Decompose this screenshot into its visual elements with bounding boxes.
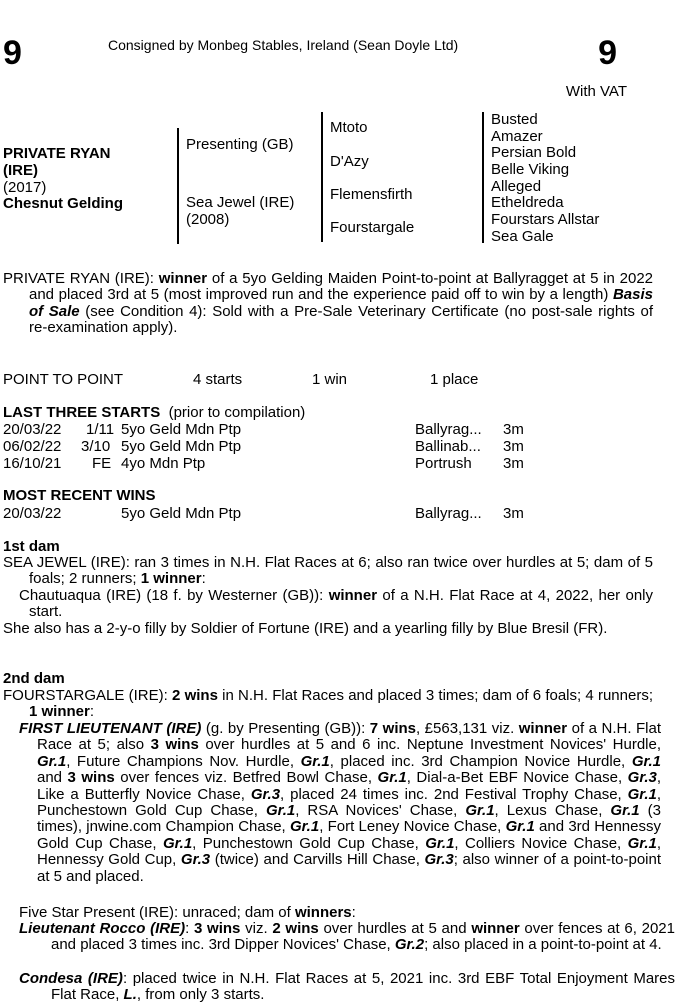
- pedigree-grandsire-1: Mtoto: [330, 119, 368, 136]
- recent-wins-heading: MOST RECENT WINS: [3, 487, 156, 504]
- vat-status: With VAT: [565, 83, 627, 100]
- pedigree-divider-2: [321, 112, 323, 242]
- pedigree-ggp-2: Amazer: [491, 128, 543, 145]
- pedigree-ggp-3: Persian Bold: [491, 144, 577, 161]
- ptp-starts: 4 starts: [193, 371, 243, 388]
- first-dam-offspring: Chautuaqua (IRE) (18 f. by Westerner (GB)): winner of a N.H. Flat Race at 4, 2022, her only start.: [19, 587, 654, 621]
- pedigree-dam: Sea Jewel (IRE): [186, 194, 295, 211]
- horse-year: (2017): [3, 179, 47, 196]
- pedigree-ggp-7: Fourstars Allstar: [491, 211, 600, 228]
- lieutenant-rocco-record: Lieutenant Rocco (IRE): 3 wins viz. 2 wins over hurdles at 5 and winner over fences at 6, 2021 and placed 3 times inc. 3rd Dipper Novices' Chase, Gr.2; also placed in a point-to-point at 4.: [19, 920, 675, 954]
- pedigree-grandsire-2: Flemensfirth: [330, 186, 413, 203]
- pedigree-ggp-8: Sea Gale: [491, 228, 554, 245]
- condesa-record: Condesa (IRE): placed twice in N.H. Flat Races at 5, 2021 inc. 3rd EBF Total Enjoyment Mares Flat Race, L., from only 3 starts.: [19, 970, 675, 1004]
- lot-number-right: 9: [598, 34, 617, 72]
- first-dam-record: SEA JEWEL (IRE): ran 3 times in N.H. Flat Races at 6; also ran twice over hurdles at 5; dam of 5 foals; 2 runners; 1 winner:: [3, 554, 653, 588]
- ptp-record: [3, 371, 479, 388]
- consignor-line: Consigned by Monbeg Stables, Ireland (Sean Doyle Ltd): [108, 37, 459, 53]
- summary-paragraph: PRIVATE RYAN (IRE): winner of a 5yo Gelding Maiden Point-to-point at Ballyragget at 5 in 2022 and placed 3rd at 5 (most improved run and the experience paid off to win by a length) Basis of Sale (see Condition 4): Sold with a Pre-Sale Veterinary Certificate (no post-sale rights of re-examination apply).: [3, 270, 653, 337]
- horse-name: PRIVATE RYAN: [3, 145, 111, 162]
- first-lieutenant-record: FIRST LIEUTENANT (IRE) (g. by Presenting (GB)): 7 wins, £563,131 viz. winner of a N.H. Flat Race at 5; also 3 wins over hurdles at 5 and 6 inc. Neptune Investment Novices' Hurdle, Gr.1, Future Champions Nov. Hurdle, Gr.1, placed inc. 3rd Champion Novice Hurdle, Gr.1 and 3 wins over fences viz. Betfred Bowl Chase, Gr.1, Dial-a-Bet EBF Novice Chase, Gr.3, Like a Butterfly Novice Chase, Gr.3, placed 24 times inc. 2nd Festival Trophy Chase, Gr.1, Punchestown Gold Cup Chase, Gr.1, RSA Novices' Chase, Gr.1, Lexus Chase, Gr.1 (3 times), jnwine.com Champion Chase, Gr.1, Fort Leney Novice Chase, Gr.1 and 3rd Hennessy Gold Cup Chase, Gr.1, Punchestown Gold Cup Chase, Gr.1, Colliers Novice Chase, Gr.1, Hennessy Gold Cup, Gr.3 (twice) and Carvills Hill Chase, Gr.3; also winner of a point-to-point at 5 and placed.: [19, 720, 662, 885]
- pedigree-dam-year: (2008): [186, 211, 230, 228]
- five-star-present-record: Five Star Present (IRE): unraced; dam of winners:: [19, 904, 356, 921]
- pedigree-granddam-2: Fourstargale: [330, 219, 415, 236]
- pedigree-ggp-6: Etheldreda: [491, 194, 564, 211]
- horse-description: Chesnut Gelding: [3, 195, 123, 212]
- ptp-wins: 1 win: [312, 371, 348, 388]
- pedigree-ggp-1: Busted: [491, 111, 538, 128]
- second-dam-record: FOURSTARGALE (IRE): 2 wins in N.H. Flat Races and placed 3 times; dam of 6 foals; 4 runners; 1 winner:: [3, 687, 653, 721]
- pedigree-divider-1: [177, 128, 179, 244]
- horse-name-suffix: (IRE): [3, 162, 38, 179]
- pedigree-ggp-5: Alleged: [491, 178, 542, 195]
- pedigree-granddam-1: D'Azy: [330, 153, 369, 170]
- ptp-label: POINT TO POINT: [3, 371, 124, 388]
- first-dam-other-foals: She also has a 2-y-o filly by Soldier of Fortune (IRE) and a yearling filly by Blue Bresil (FR).: [3, 620, 608, 637]
- pedigree-ggp-4: Belle Viking: [491, 161, 570, 178]
- first-dam-heading: 1st dam: [3, 538, 60, 555]
- lot-number-left: 9: [3, 34, 22, 72]
- ptp-places: 1 place: [430, 371, 479, 388]
- pedigree-divider-3: [482, 112, 484, 243]
- second-dam-heading: 2nd dam: [3, 670, 65, 687]
- pedigree-sire: Presenting (GB): [186, 136, 294, 153]
- last-three-heading: LAST THREE STARTS (prior to compilation): [3, 404, 306, 421]
